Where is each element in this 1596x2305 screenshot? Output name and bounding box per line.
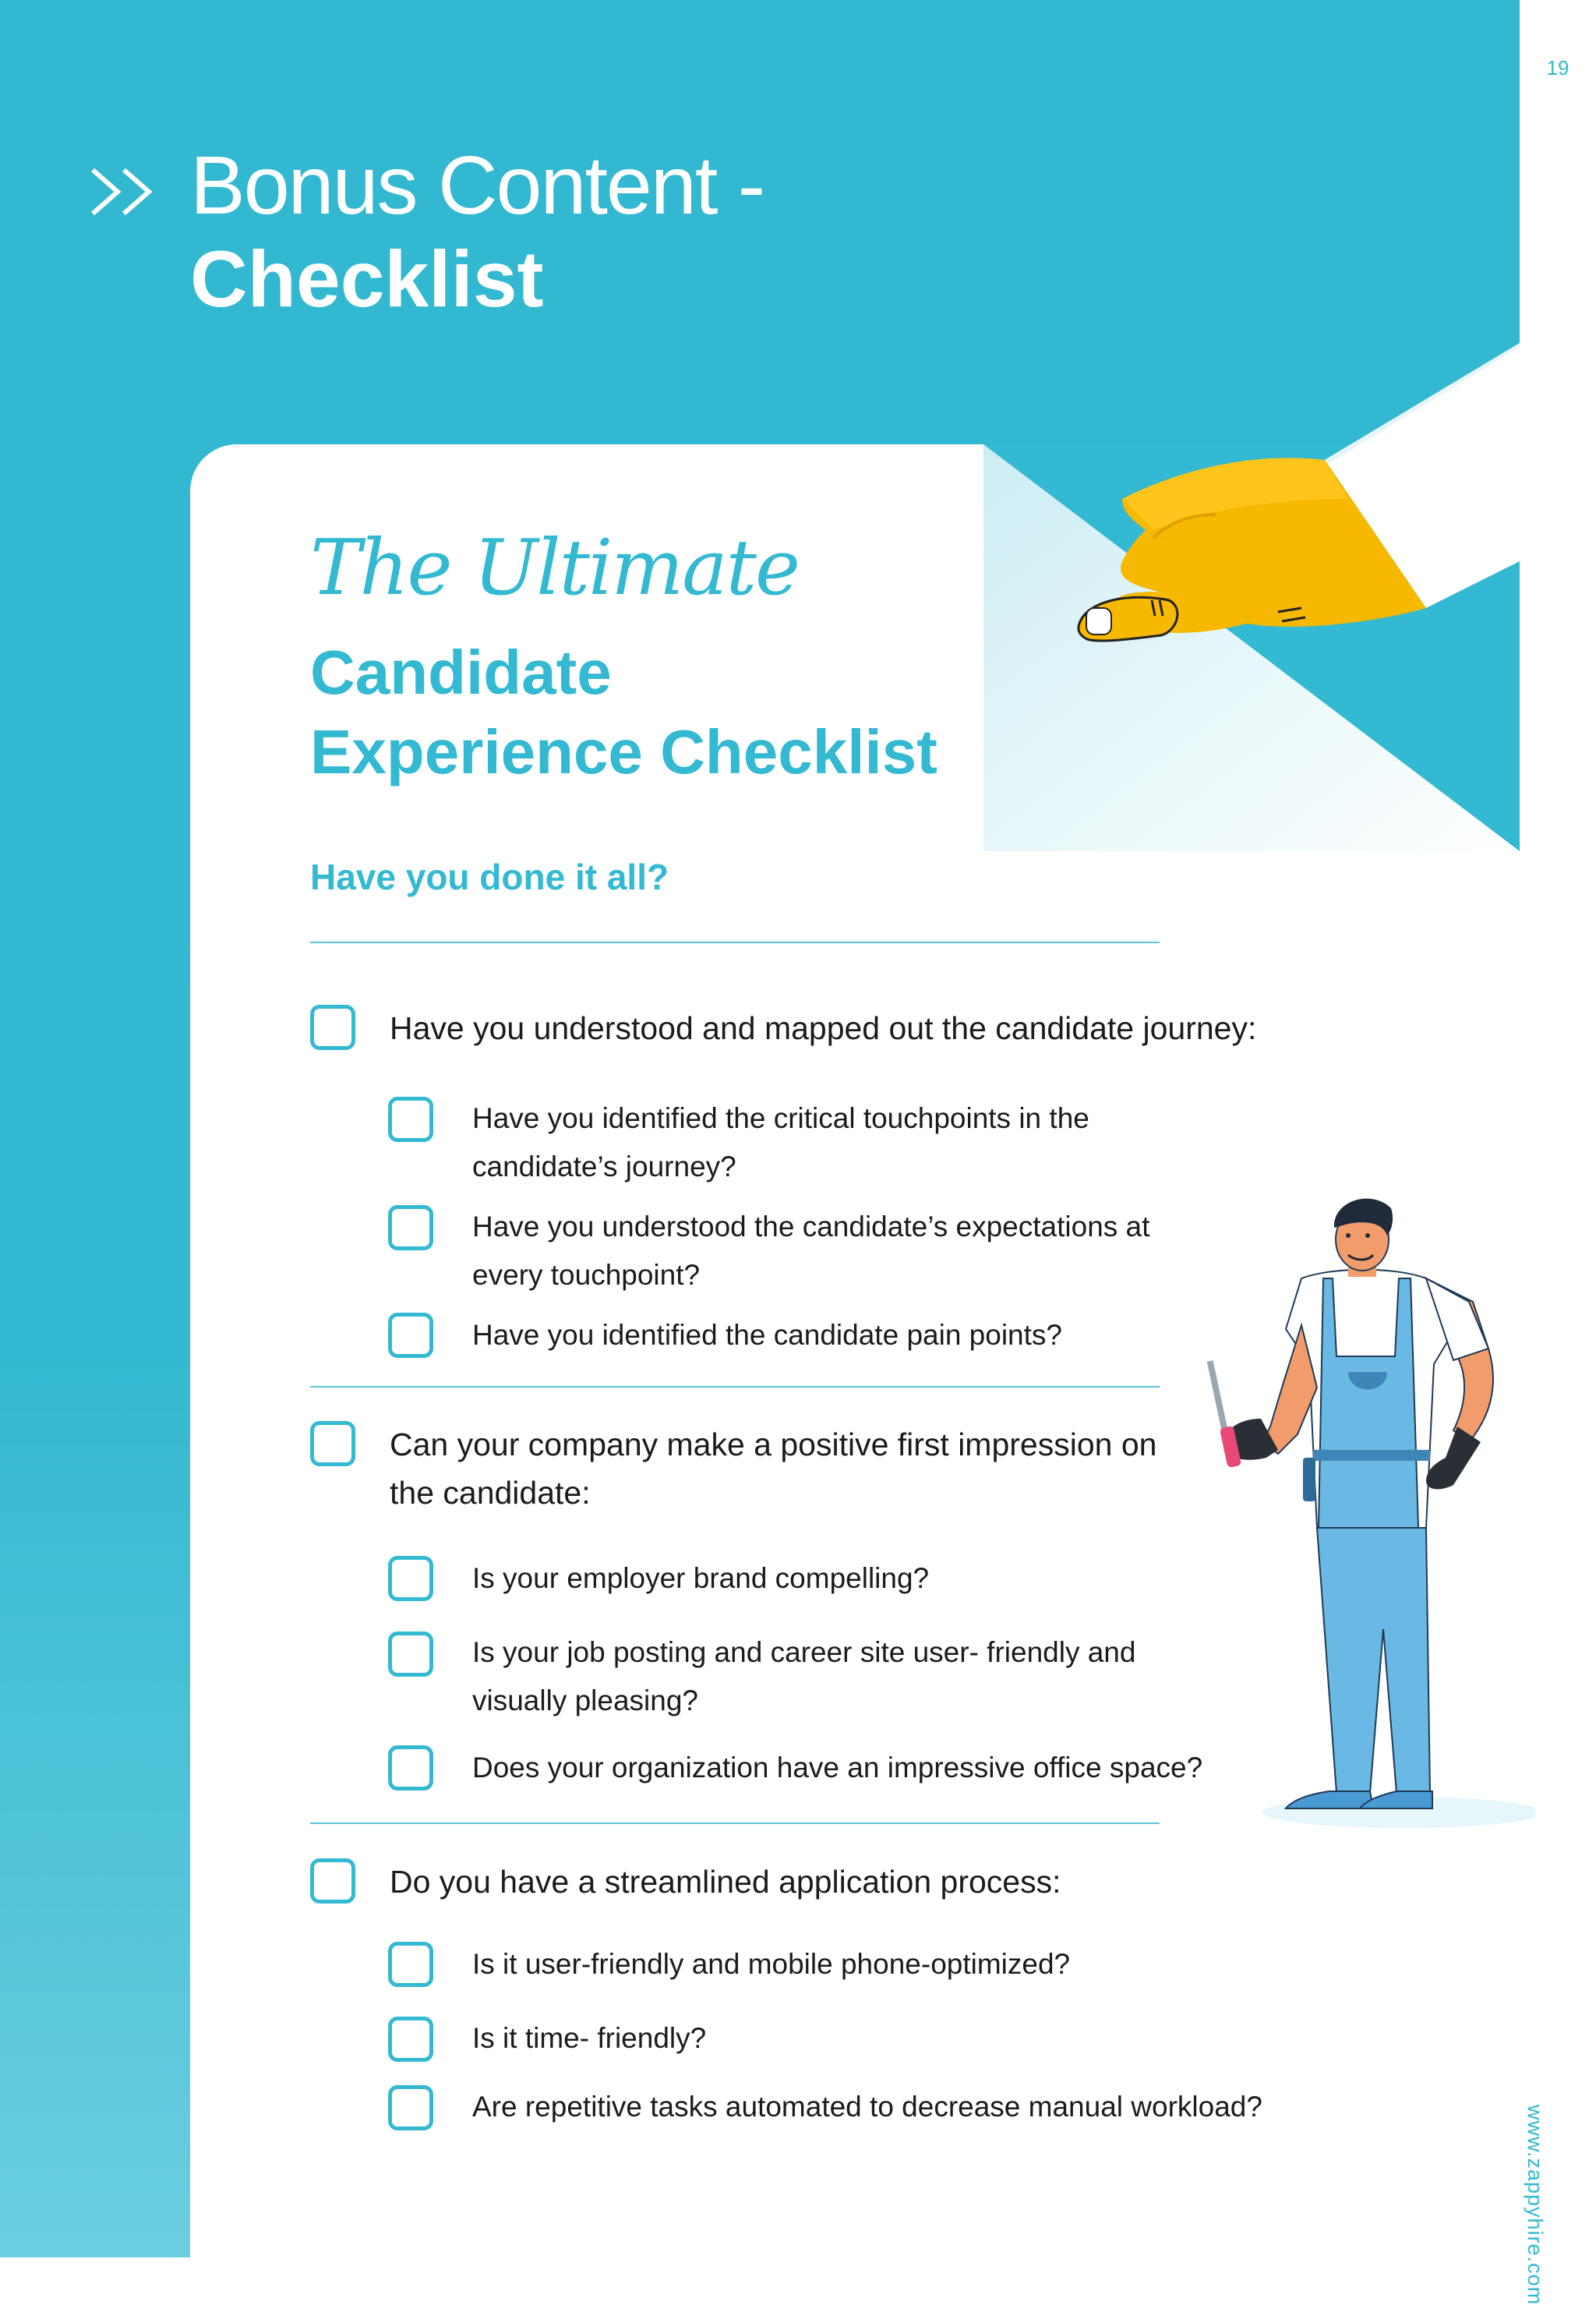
worker-illustration — [1192, 1193, 1535, 1832]
checkbox-item-3-3[interactable] — [388, 2085, 433, 2130]
section-2-question — [390, 1420, 1156, 1517]
right-margin — [1520, 0, 1596, 2257]
item-2-3: Does your organization have an impressive office space? — [472, 1752, 1203, 1784]
checkbox-section-2[interactable] — [310, 1421, 355, 1466]
checkbox-item-1-3[interactable] — [388, 1313, 433, 1358]
item-1-1: Have you identified the critical touchpoints in the candidate’s journey? — [472, 1102, 1089, 1183]
item-1-3: Have you identified the candidate pain points? — [472, 1319, 1062, 1351]
checklist-heading-line2: Experience Checklist — [310, 717, 937, 787]
section-2-question-line2: the candidate: — [390, 1475, 591, 1511]
item-2-2: Is your job posting and career site user- friendly and visually pleasing? — [472, 1636, 1136, 1716]
checkbox-item-2-3[interactable] — [388, 1745, 433, 1791]
checklist-heading-line1: Candidate — [310, 638, 612, 707]
checklist-heading — [310, 633, 937, 792]
page-title-line2: Checklist — [190, 235, 544, 323]
divider — [310, 1822, 1160, 1824]
checkbox-item-2-1[interactable] — [388, 1556, 433, 1601]
script-title: The Ultimate — [310, 524, 800, 613]
checklist-subheading: Have you done it all? — [310, 857, 669, 897]
website-url[interactable]: www.zappyhire.com — [1524, 2105, 1547, 2305]
item-3-1: Is it user-friendly and mobile phone-optimized? — [472, 1948, 1071, 1980]
page-title-line1: Bonus Content - — [190, 140, 764, 232]
double-chevron-right-icon — [90, 167, 160, 217]
checkbox-item-2-2[interactable] — [388, 1632, 433, 1677]
page-number: 19 — [1546, 56, 1570, 80]
divider — [310, 942, 1160, 943]
item-3-2: Is it time- friendly? — [472, 2022, 707, 2054]
section-1-question: Have you understood and mapped out the candidate journey: — [390, 1010, 1257, 1046]
checkbox-item-1-1[interactable] — [388, 1097, 433, 1142]
divider — [310, 1386, 1160, 1388]
item-2-1: Is your employer brand compelling? — [472, 1562, 930, 1594]
item-3-3: Are repetitive tasks automated to decrease manual workload? — [472, 2091, 1262, 2123]
checkbox-item-3-1[interactable] — [388, 1942, 433, 1987]
section-3-question: Do you have a streamlined application process: — [390, 1864, 1061, 1900]
checkbox-section-1[interactable] — [310, 1005, 355, 1050]
section-2-question-line1: Can your company make a positive first impression on — [390, 1426, 1157, 1462]
item-1-2: Have you understood the candidate’s expectations at every touchpoint? — [472, 1211, 1150, 1291]
checkbox-item-1-2[interactable] — [388, 1205, 433, 1250]
checkbox-section-3[interactable] — [310, 1858, 355, 1904]
checkbox-item-3-2[interactable] — [388, 2017, 433, 2062]
